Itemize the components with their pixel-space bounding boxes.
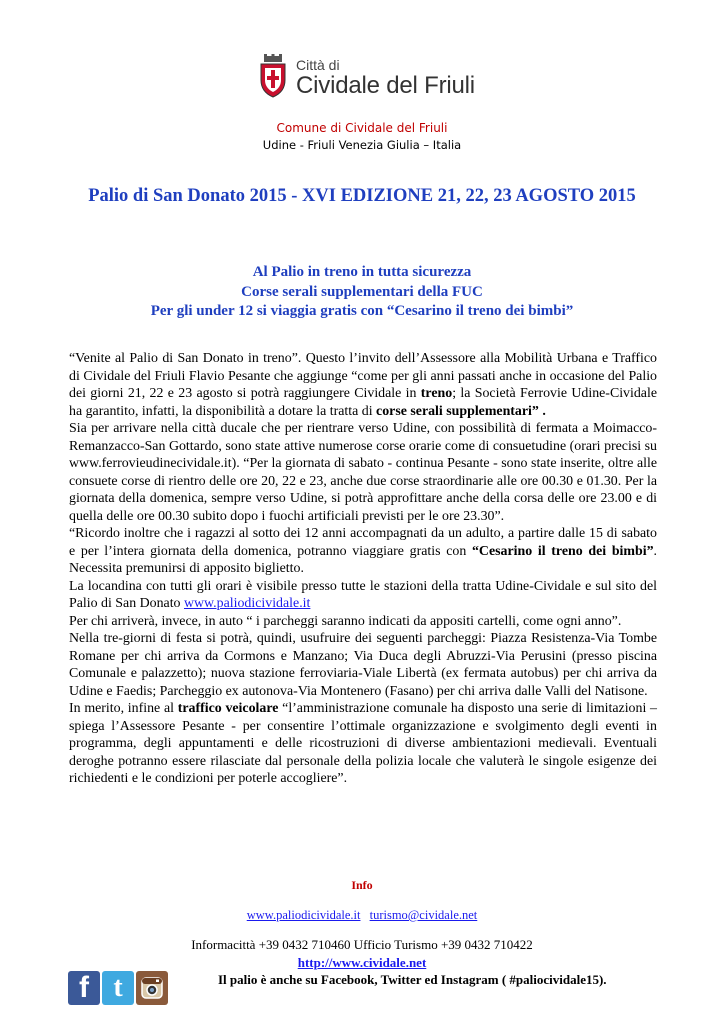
facebook-icon[interactable]: f <box>68 971 100 1005</box>
palio-footer-link[interactable]: www.paliodicividale.it <box>246 908 361 922</box>
camera-icon <box>140 976 164 1000</box>
paragraph-6: Nella tre-giorni di festa si potrà, quindi, usufruire dei seguenti parcheggi: Piazza Resistenza-Via Tombe Romane per chi arriva da Cormons e Manzano; Via Duca degli Abruzzi-Via Perusini (presso piscina Comunale e palazzetto); nuova stazione ferroviaria-Viale Libertà (ex fermata autobus) per chi arriva da Udine e Faedis; Parcheggio ex autonova-Via Montenero (Fasano) per chi arriva dalle Valli del Natisone. <box>69 631 657 699</box>
city-logo <box>258 54 488 106</box>
subtitle-3: Per gli under 12 si viaggia gratis con “Cesarino il treno dei bimbi” <box>150 303 574 319</box>
paragraph-7: In merito, infine al traffico veicolare “l’amministrazione comunale ha disposto una serie di limitazioni – spiega l’Assessore Pesante - per consentire l’ottimale organizzazione e svolgimento degli eventi in programma, degli appuntamenti e delle ricostruzioni di diverse ambientazioni medievali. Eventuali deroghe potranno essere rilasciate dal personale della polizia locale che valuterà le singole esigenze dei richiedenti e le condizioni per poterle accogliere”. <box>69 701 657 786</box>
twitter-icon[interactable]: t <box>102 971 134 1005</box>
coat-of-arms-icon <box>258 54 288 98</box>
contact-line: Informacittà +39 0432 710460 Ufficio Turismo +39 0432 710422 <box>191 937 533 952</box>
cividale-site-link[interactable]: http://www.cividale.net <box>297 955 427 970</box>
page-title: Palio di San Donato 2015 - XVI EDIZIONE 21, 22, 23 AGOSTO 2015 <box>88 186 636 206</box>
footer-links <box>0 908 724 923</box>
region-line: Udine - Friuli Venezia Giulia – Italia <box>262 138 462 152</box>
social-icons <box>68 971 168 1005</box>
article-body <box>69 350 657 788</box>
paragraph-5: Per chi arriverà, invece, in auto “ i parcheggi saranno indicati da appositi cartelli, come ogni anno”. <box>69 613 622 629</box>
paragraph-2: Sia per arrivare nella città ducale che per rientrare verso Udine, con possibilità di fermata a Moimacco-Remanzacco-San Gottardo, sono state attive numerose corse orarie come di consuetudine (orari precisi su www.ferrovieudinecividale.it). “Per la giornata di sabato - continua Pesante - sono state inserite, oltre alle consuete corse di rientro delle ore 20, 22 e 23, anche due corse straordinarie alle ore 00.30 e 01.30. Per la giornata della domenica, sempre verso Udine, si potrà approfittare anche della corsa delle ore 23.00 e di quella delle ore 00.30 subito dopo i fuochi artificiali previsti per le ore 23.30”. <box>69 421 657 524</box>
subtitle-1: Al Palio in treno in tutta sicurezza <box>252 264 472 280</box>
paragraph-3: “Ricordo inoltre che i ragazzi al sotto dei 12 anni accompagnati da un adulto, a partire dalle 15 di sabato e per l’intera giornata della domenica, potranno viaggiare gratis con “Cesarino il treno dei bimbi”. Necessita premunirsi di apposito biglietto. <box>69 526 657 576</box>
social-note: Il palio è anche su Facebook, Twitter ed Instagram ( #paliocividale15). <box>218 972 607 987</box>
email-link[interactable]: turismo@cividale.net <box>369 908 478 922</box>
paragraph-4: La locandina con tutti gli orari è visibile presso tutte le stazioni della tratta Udine-Cividale e sul sito del Palio di San Donato www.paliodicividale.it <box>69 578 657 611</box>
info-heading: Info <box>351 878 373 892</box>
palio-site-link[interactable]: www.paliodicividale.it <box>183 596 311 611</box>
paragraph-1: “Venite al Palio di San Donato in treno”. Questo l’invito dell’Assessore alla Mobilità Urbana e Traffico di Cividale del Friuli Flavio Pesante che aggiunge “come per gli anni passati anche in occasione del Palio dei giorni 21, 22 e 23 agosto si potrà raggiungere Cividale in treno; la Società Ferrovie Udine-Cividale ha garantito, infatti, la disponibilità a dotare la tratta di corse serali supplementari” . <box>69 351 658 419</box>
city-label-big: Cividale del Friuli <box>296 72 475 99</box>
subtitle-2: Corse serali supplementari della FUC <box>241 284 483 300</box>
comune-name: Comune di Cividale del Friuli <box>276 121 448 135</box>
city-label-small: Città di <box>296 57 340 73</box>
instagram-icon[interactable] <box>136 971 168 1005</box>
website-line <box>0 955 724 971</box>
